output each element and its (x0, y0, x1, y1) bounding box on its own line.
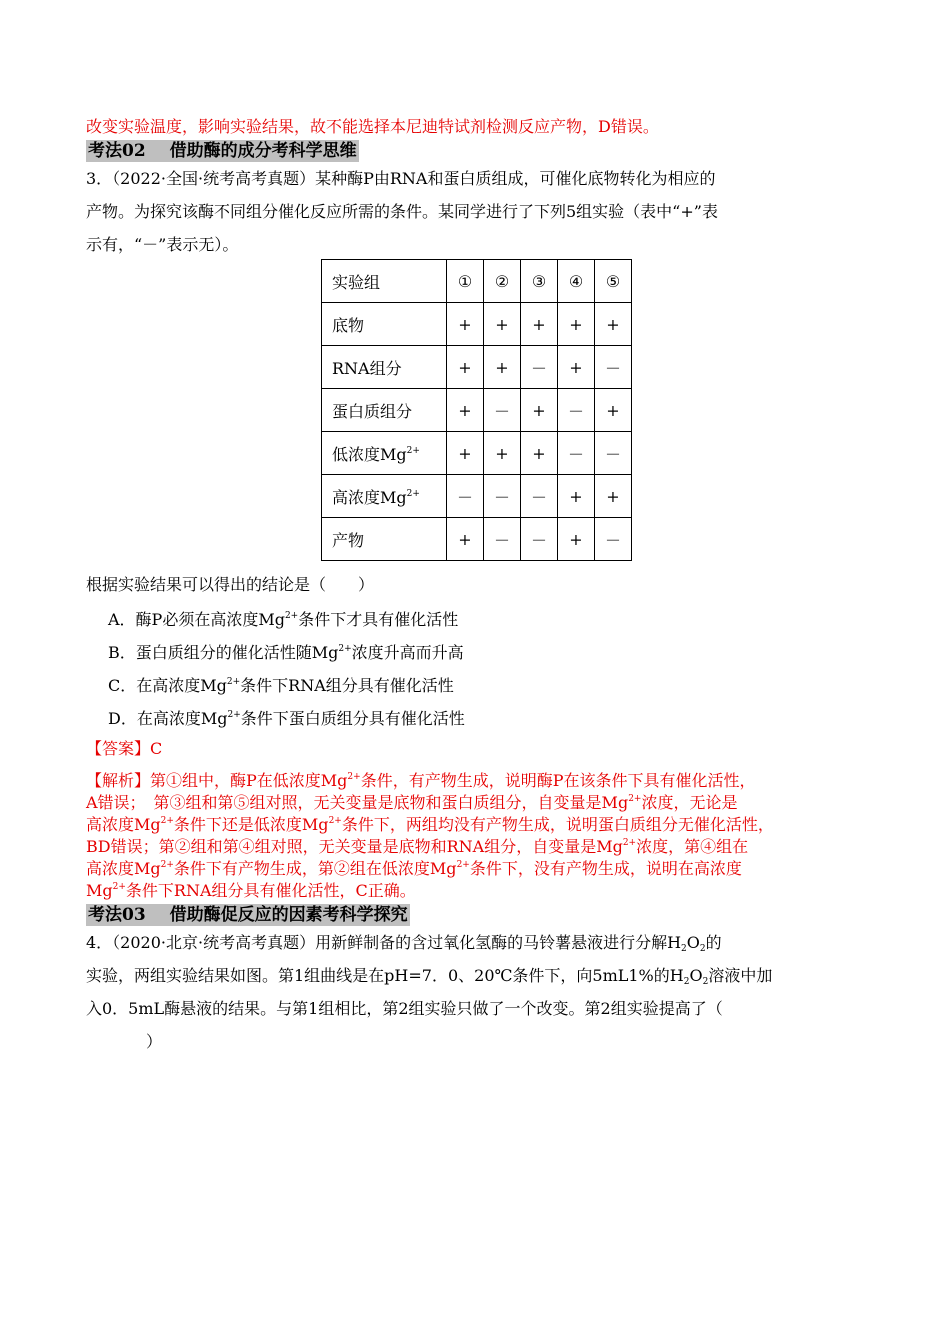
subscript: 2 (699, 944, 706, 954)
row-label-text: 低浓度Mg (332, 444, 407, 464)
table-cell: + (484, 432, 521, 475)
section-heading-02 (86, 140, 359, 162)
row-label-text: 高浓度Mg (332, 487, 407, 507)
section-title: 借助酶促反应的因素考科学探究 (169, 905, 408, 925)
table-row (322, 475, 632, 518)
analysis-line (86, 836, 876, 858)
row-label: 产物 (322, 518, 447, 561)
analysis-text: 【解析】第①组中，酶P在低浓度Mg (86, 771, 348, 790)
option-b (108, 640, 464, 663)
superscript: 2+ (406, 488, 420, 499)
table-row (322, 346, 632, 389)
option-text: B．蛋白质组分的催化活性随Mg (108, 643, 339, 662)
table-cell: + (447, 389, 484, 432)
option-text: A．酶P必须在高浓度Mg (108, 610, 285, 629)
question-line: 产物。为探究该酶不同组分催化反应所需的条件。某同学进行了下列5组实验（表中“+”表 (86, 202, 718, 221)
analysis-text: 高浓度Mg (86, 815, 161, 834)
table-cell: + (558, 518, 595, 561)
superscript: 2+ (456, 860, 470, 870)
question-3-prompt: 根据实验结果可以得出的结论是（ ） (86, 575, 375, 594)
analysis-text: 条件下，两组均没有产物生成，说明蛋白质组分无催化活性， (341, 815, 774, 834)
section-label: 考法02 (88, 141, 146, 161)
table-cell: + (558, 303, 595, 346)
row-label: RNA组分 (322, 346, 447, 389)
analysis-text: BD错误；第②组和第④组对照，无关变量是底物和RNA组分，自变量是Mg (86, 837, 623, 856)
analysis-text: 条件下还是低浓度Mg (173, 815, 329, 834)
question-text: 溶液中加 (708, 966, 773, 985)
option-a (108, 607, 458, 630)
superscript: 2+ (328, 816, 342, 826)
table-cell: － (595, 518, 632, 561)
section-title: 借助酶的成分考科学思维 (169, 141, 357, 161)
table-cell: + (595, 475, 632, 518)
answer: 【答案】C (86, 739, 163, 758)
table-cell: + (595, 303, 632, 346)
analysis-text: 高浓度Mg (86, 859, 161, 878)
table-cell: － (521, 518, 558, 561)
superscript: 2+ (227, 710, 241, 720)
table-cell: + (484, 303, 521, 346)
table-cell: － (447, 475, 484, 518)
section-heading-03 (86, 904, 410, 926)
superscript: 2+ (284, 611, 299, 621)
table-cell: － (595, 432, 632, 475)
table-row (322, 389, 632, 432)
question-text: 的 (705, 933, 722, 952)
table-cell: － (521, 475, 558, 518)
table-cell: － (484, 475, 521, 518)
superscript: 2+ (112, 882, 126, 892)
row-label (322, 432, 447, 475)
table-cell: + (558, 346, 595, 389)
subscript: 2 (683, 977, 690, 987)
table-header-cell: ④ (558, 260, 595, 303)
table-cell: + (447, 518, 484, 561)
table-cell: － (558, 389, 595, 432)
question-text: O (686, 933, 700, 952)
question-line: 入0．5mL酶悬液的结果。与第1组相比，第2组实验只做了一个改变。第2组实验提高了（ (86, 999, 723, 1018)
table-header-cell: ② (484, 260, 521, 303)
analysis-text: 浓度，无论是 (641, 793, 738, 812)
table-cell: + (484, 346, 521, 389)
analysis-text: 条件下RNA组分具有催化活性，C正确。 (125, 881, 416, 900)
option-text: 条件下才具有催化活性 (298, 610, 459, 629)
table-cell: + (595, 389, 632, 432)
analysis-text: 条件下有产物生成，第②组在低浓度Mg (173, 859, 457, 878)
superscript: 2+ (338, 644, 352, 654)
table-cell: + (447, 346, 484, 389)
table-cell: + (521, 303, 558, 346)
row-label: 底物 (322, 303, 447, 346)
table-cell: － (595, 346, 632, 389)
question-3-stem (86, 162, 876, 261)
table-cell: － (484, 518, 521, 561)
superscript: 2+ (406, 445, 420, 456)
analysis-line (86, 858, 876, 880)
subscript: 2 (702, 977, 709, 987)
table-cell: － (521, 346, 558, 389)
analysis-line (86, 814, 876, 836)
question-text: O (689, 966, 703, 985)
analysis-text: Mg (86, 881, 113, 900)
subscript: 2 (681, 944, 687, 954)
table-row (322, 303, 632, 346)
analysis-text: 条件下，没有产物生成，说明在高浓度 (469, 859, 742, 878)
table-header-cell: 实验组 (322, 260, 447, 303)
row-label: 蛋白质组分 (322, 389, 447, 432)
option-c (108, 673, 454, 696)
table-header-cell: ① (447, 260, 484, 303)
question-line: 示有，“－”表示无）。 (86, 235, 239, 254)
table-header-row (322, 260, 632, 303)
table-header-cell: ③ (521, 260, 558, 303)
superscript: 2+ (160, 860, 174, 870)
table-row (322, 432, 632, 475)
analysis (86, 770, 876, 902)
option-text: 条件下蛋白质组分具有催化活性 (240, 709, 465, 728)
superscript: 2+ (628, 794, 642, 804)
table-cell: － (558, 432, 595, 475)
analysis-text: 条件，有产物生成，说明酶P在该条件下具有催化活性， (360, 771, 756, 790)
superscript: 2+ (347, 772, 361, 782)
table-header-cell: ⑤ (595, 260, 632, 303)
table-cell: + (447, 432, 484, 475)
question-text: 实验，两组实验结果如图。第1组曲线是在pH=7．0、20℃条件下，向5mL1%的H (86, 966, 684, 985)
option-text: C．在高浓度Mg (108, 676, 227, 695)
table-cell: + (521, 389, 558, 432)
question-4-stem (86, 926, 876, 1058)
table-row (322, 518, 632, 561)
analysis-line (86, 880, 876, 902)
option-text: D．在高浓度Mg (108, 709, 228, 728)
previous-analysis-tail: 改变实验温度，影响实验结果，故不能选择本尼迪特试剂检测反应产物，D错误。 (86, 117, 659, 136)
table-cell: － (484, 389, 521, 432)
table-cell: + (521, 432, 558, 475)
question-line: ） (146, 1032, 163, 1051)
question-text: 4．（2020·北京·统考高考真题）用新鲜制备的含过氧化氢酶的马铃薯悬液进行分解H (86, 933, 682, 952)
option-text: 浓度升高而升高 (351, 643, 464, 662)
analysis-line (86, 770, 876, 792)
table-cell: + (558, 475, 595, 518)
option-text: 条件下RNA组分具有催化活性 (240, 676, 454, 695)
table-cell: + (447, 303, 484, 346)
row-label (322, 475, 447, 518)
analysis-text: 浓度，第④组在 (636, 837, 749, 856)
superscript: 2+ (226, 677, 241, 687)
question-line (86, 959, 876, 992)
section-label: 考法03 (88, 905, 146, 925)
question-line: 3．（2022·全国·统考高考真题）某种酶P由RNA和蛋白质组成，可催化底物转化为相应的 (86, 169, 716, 188)
option-d (108, 706, 465, 729)
question-line (86, 926, 876, 959)
superscript: 2+ (160, 816, 174, 826)
analysis-line (86, 792, 876, 814)
analysis-text: A错误； 第③组和第⑤组对照，无关变量是底物和蛋白质组分，自变量是Mg (86, 793, 629, 812)
superscript: 2+ (622, 838, 637, 848)
experiment-table (321, 259, 632, 561)
